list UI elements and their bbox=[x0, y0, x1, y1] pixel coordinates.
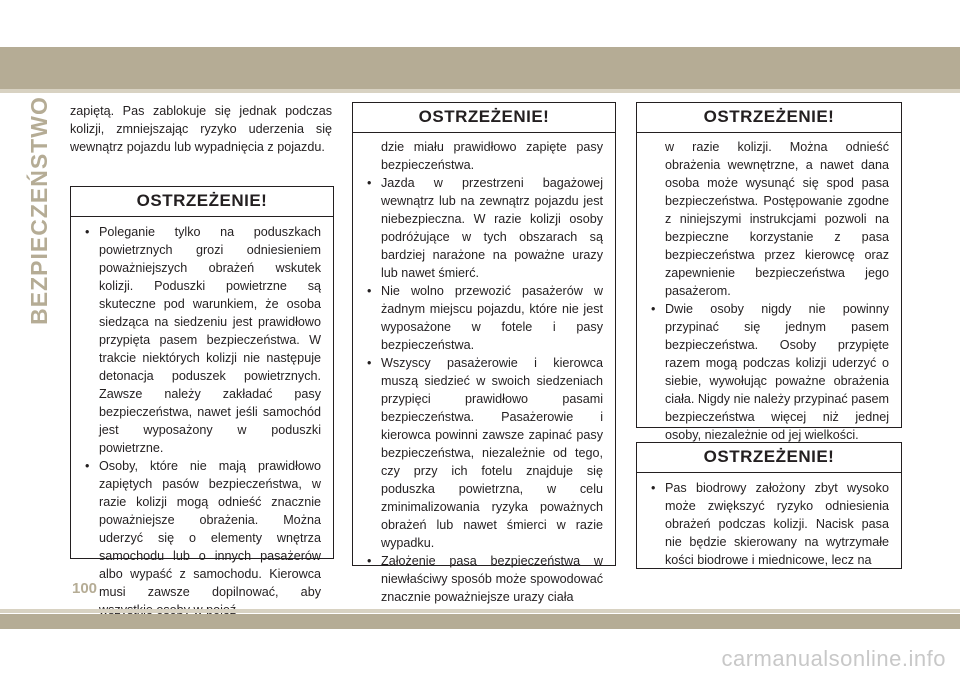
section-tab bbox=[24, 95, 54, 325]
warning-title: OSTRZEŻENIE! bbox=[637, 103, 901, 133]
top-band bbox=[0, 0, 960, 47]
warning-list bbox=[649, 479, 889, 569]
intro-paragraph: zapiętą. Pas zablokuje się jednak podczas kolizji, zmniejszając ryzyko uderzenia się wewnątrz pojazdu lub wypadnięcia z pojazdu. bbox=[70, 104, 332, 154]
footer-stripe bbox=[0, 609, 960, 613]
warning-item: • Poleganie tylko na poduszkach powietrznych grozi odniesieniem poważniejszych obrażeń wskutek kolizji. Poduszki powietrzne są skuteczne pod warunkiem, że osoba siedząca na siedzeniu jest prawidłowo przypięta pasem bezpieczeństwa. W trakcie niektórych kolizji nie następuje detonacja poduszek powietrznych. Zawsze należy zakładać pasy bezpieczeństwa, nawet jeśli samochód jest wyposażony w poduszki powietrzne. bbox=[83, 223, 321, 457]
warning-continuation: w razie kolizji. Można odnieść obrażenia wewnętrzne, a nawet dana osoba może wysunąć się spod pasa bezpieczeństwa. Postępowanie zgodne z niniejszymi instrukcjami pozwoli na bezpieczne korzystanie z pasa bezpieczeństwa przez kierowcę oraz zapewnienie bezpieczeństwa jego pasażerom. bbox=[665, 140, 889, 298]
warning-item: • Założenie pasa bezpieczeństwa w niewłaściwy sposób może spowodować znacznie poważniejsze urazy ciała bbox=[365, 552, 603, 606]
warning-item: • Dwie osoby nigdy nie powinny przypinać się jednym pasem bezpieczeństwa. Osoby przypięte razem mogą podczas kolizji uderzyć o siebie, wywołując poważne obrażenia ciała. Nigdy nie należy przypinać pasem bezpieczeństwa więcej niż jednej osoby, niezależnie od jej wielkości. bbox=[649, 300, 889, 444]
warning-list bbox=[365, 174, 603, 606]
warning-item: • Wszyscy pasażerowie i kierowca muszą siedzieć w swoich siedzeniach przypięci prawidłowo pasami bezpieczeństwa. Pasażerowie i kierowca powinni zawsze zapinać pasy bezpieczeństwa, niezależnie od tego, czy przy ich fotelu znajduje się poduszka powietrzna, w celu zminimalizowania ryzyka poważnych obrażeń lub nawet śmierci w razie wypadku. bbox=[365, 354, 603, 552]
warning-box-2 bbox=[352, 102, 616, 604]
column-1 bbox=[70, 102, 332, 167]
warning-item: • Osoby, które nie mają prawidłowo zapiętych pasów bezpieczeństwa, w razie kolizji mogą odnieść znacznie poważniejsze obrażenia. Można uderzyć się o elementy wnętrza samochodu lub o innych pasażerów albo wypaść z samochodu. Kierowca musi zawsze dopilnować, aby bbox=[83, 457, 321, 619]
watermark: carmanualsonline.info bbox=[721, 646, 946, 671]
warning-box-4 bbox=[636, 442, 902, 569]
header-bar bbox=[0, 47, 960, 89]
footer-bar bbox=[0, 614, 960, 629]
warning-item: • Jazda w przestrzeni bagażowej wewnątrz lub na zewnątrz pojazdu jest niebezpieczna. W razie kolizji osoby podróżujące w tych obszarach są bardziej narażone na poważne urazy lub nawet śmierć. bbox=[365, 174, 603, 282]
warning-item: • Nie wolno przewozić pasażerów w żadnym miejscu pojazdu, które nie jest wyposażone w fotele i pasy bezpieczeństwa. bbox=[365, 282, 603, 354]
section-tab-label: BEZPIECZEŃSTWO bbox=[25, 95, 52, 325]
warning-title: OSTRZEŻENIE! bbox=[71, 187, 333, 217]
warning-list bbox=[83, 223, 321, 619]
warning-title: OSTRZEŻENIE! bbox=[637, 443, 901, 473]
warning-list bbox=[649, 300, 889, 444]
warning-item: • Pas biodrowy założony zbyt wysoko może zwiększyć ryzyko odniesienia obrażeń podczas kolizji. Nacisk pasa nie będzie skierowany na wytrzymałe kości biodrowe i miednicowe, lecz na bbox=[649, 479, 889, 569]
warning-title: OSTRZEŻENIE! bbox=[353, 103, 615, 133]
header-stripe bbox=[0, 89, 960, 93]
warning-continuation: dzie miału prawidłowo zapięte pasy bezpieczeństwa. bbox=[381, 140, 603, 172]
warning-box-3 bbox=[636, 102, 902, 442]
page-number: 100 bbox=[72, 580, 98, 597]
